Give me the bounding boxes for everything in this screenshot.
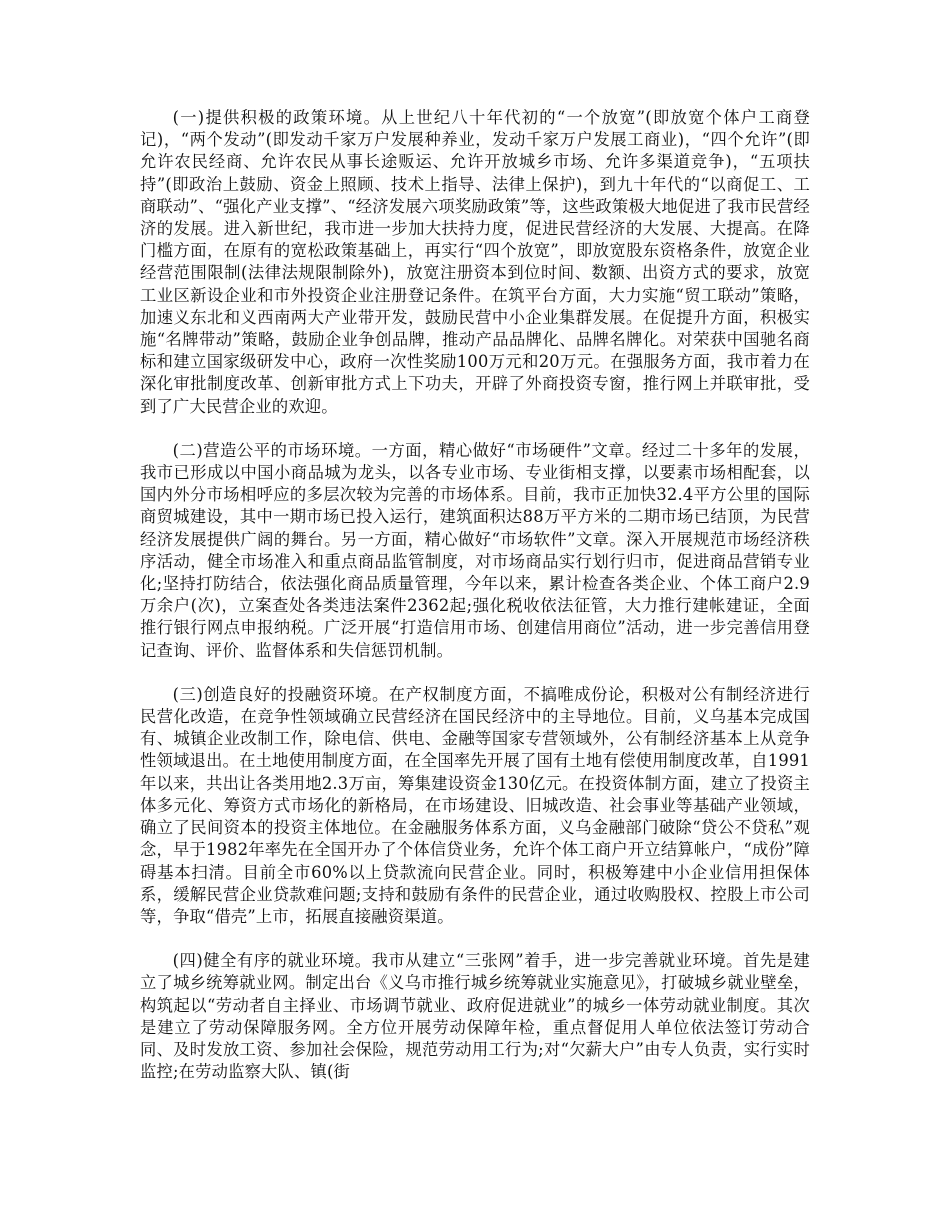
document-body: [140, 107, 810, 1083]
paragraph-market-environment: (二)营造公平的市场环境。一方面，精心做好“市场硬件”文章。经过二十多年的发展，我市已形成以中国小商品城为龙头，以各专业市场、专业街相支撑，以要素市场相配套，以国内外分市场相呼应的多层次较为完善的市场体系。目前，我市正加快32.4平方公里的国际商贸城建设，其中一期市场已投入运行，建筑面积达88万平方米的二期市场已结顶，为民营经济发展提供广阔的舞台。另一方面，精心做好“市场软件”文章。深入开展规范市场经济秩序活动，健全市场准入和重点商品监管制度，对市场商品实行划行归市，促进商品营销专业化;坚持打防结合，依法强化商品质量管理，今年以来，累计检查各类企业、个体工商户2.9万余户(次)，立案查处各类违法案件2362起;强化税收依法征管，大力推行建帐建证，全面推行银行网点申报纳税。广泛开展“打造信用市场、创建信用商位”活动，进一步完善信用登记查询、评价、监督体系和失信惩罚机制。: [140, 440, 810, 660]
paragraph-policy-environment: (一)提供积极的政策环境。从上世纪八十年代初的“一个放宽”(即放宽个体户工商登记)，“两个发动”(即发动千家万户发展种养业，发动千家万户发展工商业)，“四个允许”(即允许农民经商、允许农民从事长途贩运、允许开放城乡市场、允许多渠道竞争)，“五项扶持”(即政治上鼓励、资金上照顾、技术上指导、法律上保护)，到九十年代的“以商促工、工商联动”、“强化产业支撑”、“经济发展六项奖励政策”等，这些政策极大地促进了我市民营经济的发展。进入新世纪，我市进一步加大扶持力度，促进民营经济的大发展、大提高。在降门槛方面，在原有的宽松政策基础上，再实行“四个放宽”，即放宽股东资格条件，放宽企业经营范围限制(法律法规限制除外)，放宽注册资本到位时间、数额、出资方式的要求，放宽工业区新设企业和市外投资企业注册登记条件。在筑平台方面，大力实施“贸工联动”策略，加速义东北和义西南两大产业带开发，鼓励民营中小企业集群发展。在促提升方面，积极实施“名牌带动”策略，鼓励企业争创品牌，推动产品品牌化、品牌名牌化。对荣获中国驰名商标和建立国家级研发中心，政府一次性奖励100万元和20万元。在强服务方面，我市着力在深化审批制度改革、创新审批方式上下功夫，开辟了外商投资专窗，推行网上并联审批，受到了广大民营企业的欢迎。: [140, 108, 810, 416]
paragraph-investment-environment: (三)创造良好的投融资环境。在产权制度方面，不搞唯成份论，积极对公有制经济进行民营化改造，在竞争性领域确立民营经济在国民经济中的主导地位。目前，义乌基本完成国有、城镇企业改制工作，除电信、供电、金融等国家专营领域外，公有制经济基本上从竞争性领域退出。在土地使用制度方面，在全国率先开展了国有土地有偿使用制度改革，自1991年以来，共出让各类用地2.3万亩，筹集建设资金130亿元。在投资体制方面，建立了投资主体多元化、筹资方式市场化的新格局，在市场建设、旧城改造、社会事业等基础产业领域，确立了民间资本的投资主体地位。在金融服务体系方面，义乌金融部门破除“贷公不贷私”观念，早于1982年率先在全国开办了个体信贷业务，允许个体工商户开立结算帐户，“成份”障碍基本扫清。目前全市60%以上贷款流向民营企业。同时，积极筹建中小企业信用担保体系，缓解民营企业贷款难问题;支持和鼓励有条件的民营企业，通过收购股权、控股上市公司等，争取“借壳”上市，拓展直接融资渠道。: [140, 684, 810, 926]
paragraph-employment-environment: (四)健全有序的就业环境。我市从建立“三张网”着手，进一步完善就业环境。首先是建立了城乡统筹就业网。制定出台《义乌市推行城乡统筹就业实施意见》，打破城乡就业壁垒，构筑起以“劳动者自主择业、市场调节就业、政府促进就业”的城乡一体劳动就业制度。其次是建立了劳动保障服务网。全方位开展劳动保障年检，重点督促用人单位依法签订劳动合同、及时发放工资、参加社会保险，规范劳动用工行为;对“欠薪大户”由专人负责，实行实时监控;在劳动监察大队、镇(街: [140, 951, 810, 1082]
